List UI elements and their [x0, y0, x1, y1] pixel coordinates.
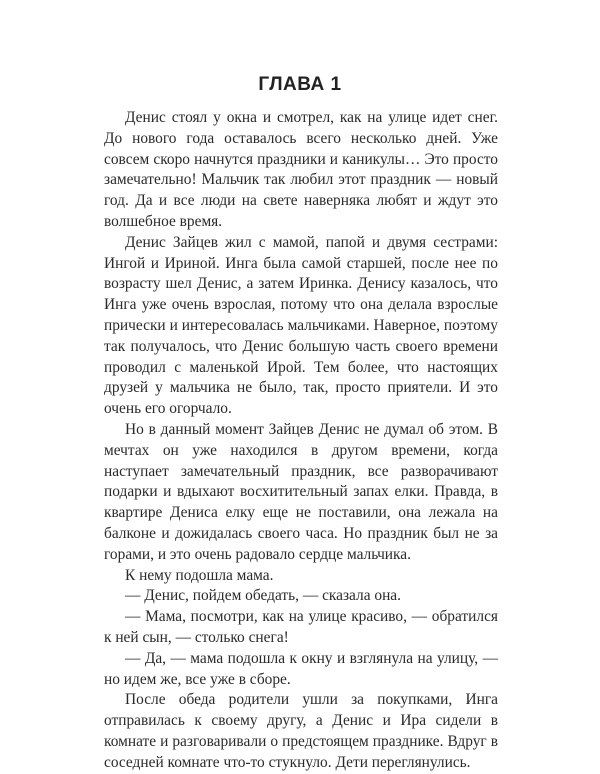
- dialogue-line: — Да, — мама подошла к окну и взглянула на улицу, — но идем же, все уже в сборе.: [104, 649, 498, 688]
- chapter-title: ГЛАВА 1: [258, 74, 342, 95]
- paragraph: Но в данный момент Зайцев Денис не думал об этом. В мечтах он уже находился в другом времени, когда наступает замечательный праздник, все разворачивают подарки и вдыхают восхитительный запах елки. Правда, в квартире Дениса елку еще не поставили, она лежала на балконе и дожидалась своего часа. Но праздник был не за горами, и это очень радовало сердце мальчика.: [104, 420, 498, 563]
- paragraph: После обеда родители ушли за покупками, Инга отправилась к своему другу, а Денис и Ира сидели в комнате и разговаривали о предстоящем празднике. Вдруг в соседней комнате что-то стукнуло. Дети переглянулись.: [104, 691, 498, 771]
- paragraph: Денис стоял у окна и смотрел, как на улице идет снег. До нового года оставалось всего несколько дней. Уже совсем скоро начнутся праздники и каникулы… Это просто замечательно! Мальчик так любил этот праздник — новый год. Да и все люди на свете наверняка любят и ждут это волшебное время.: [104, 109, 498, 230]
- dialogue-line: — Мама, посмотри, как на улице красиво, — обратился к ней сын, — столько снега!: [104, 608, 498, 646]
- paragraph: К нему подошла мама.: [125, 566, 274, 584]
- dialogue-line: — Денис, пойдем обедать, — сказала она.: [125, 587, 401, 605]
- paragraph: Денис Зайцев жил с мамой, папой и двумя сестрами: Ингой и Ириной. Инга была самой старшей, после нее по возрасту шел Денис, а затем Иринка. Денису казалось, что Инга уже очень взрослая, потому что она делала взрослые прически и интересовалась мальчиками. Наверное, поэтому так получалось, что Денис большую часть своего времени проводил с маленькой Ирой. Тем более, что настоящих друзей у мальчика не было, так, просто приятели. И это очень его огорчало.: [104, 233, 498, 418]
- chapter-text: [104, 108, 498, 774]
